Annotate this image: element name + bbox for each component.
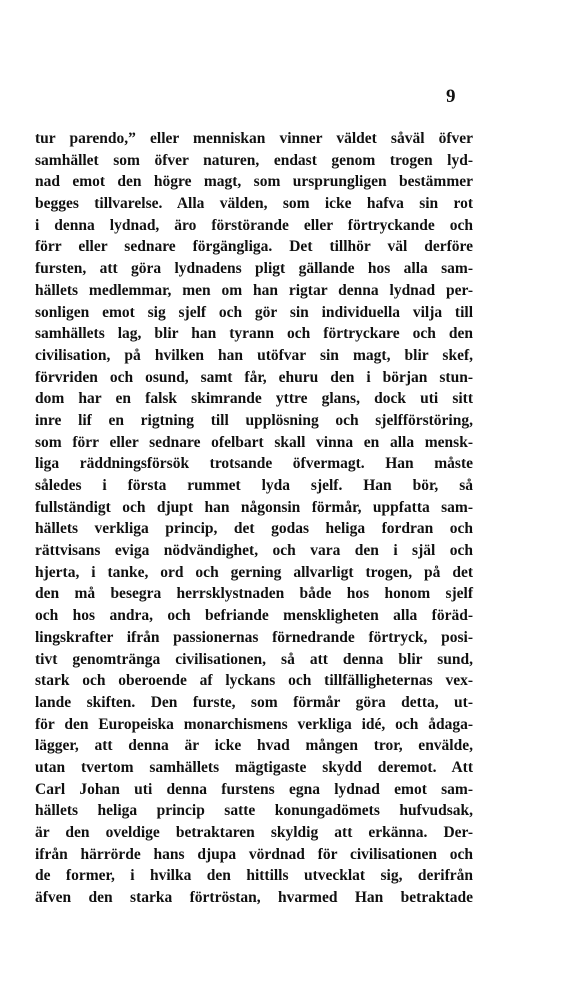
text-line: tur parendo,” eller menniskan vinner väldet såväl öfver xyxy=(35,130,473,147)
text-line: fullständigt och djupt han någonsin förmår, uppfatta sam- xyxy=(35,498,473,516)
text-line: tivt genomtränga civilisationen, så att denna blir sund, xyxy=(35,650,473,668)
text-line: således i första rummet lyda sjelf. Han bör, så xyxy=(35,477,473,494)
text-line: förvriden och osund, samt får, ehuru den i början stun- xyxy=(35,368,473,386)
text-line: lägger, att denna är icke hvad mången tror, envälde, xyxy=(35,737,473,755)
text-line: samhället som öfver naturen, endast genom trogen lyd- xyxy=(35,151,473,169)
text-line: dom har en falsk skimrande yttre glans, dock uti sitt xyxy=(35,390,473,408)
page-number: 9 xyxy=(446,86,456,107)
body-text xyxy=(35,128,473,909)
text-line: i denna lydnad, äro förstörande eller förtryckande och xyxy=(35,216,473,234)
text-line: fursten, att göra lydnadens pligt gällande hos alla sam- xyxy=(35,260,473,278)
text-line: Carl Johan uti denna furstens egna lydnad emot sam- xyxy=(35,780,473,798)
text-line: som förr eller sednare ofelbart skall vinna en alla mensk- xyxy=(35,433,473,451)
text-line: civilisation, på hvilken han utöfvar sin magt, blir skef, xyxy=(35,346,473,364)
text-line: ifrån härrörde hans djupa vördnad för civilisationen och xyxy=(35,845,473,863)
text-line: äfven den starka förtröstan, hvarmed Han betraktade xyxy=(35,889,473,907)
text-line: utan tvertom samhällets mägtigaste skydd deremot. Att xyxy=(35,758,473,776)
text-line: hjerta, i tanke, ord och gerning allvarligt trogen, på det xyxy=(35,563,473,581)
text-line: den må besegra herrsklystnaden både hos honom sjelf xyxy=(35,585,473,603)
text-line: är den oveldige betraktaren skyldig att erkänna. Der- xyxy=(35,824,473,841)
text-line: lingskrafter ifrån passionernas förnedrande förtryck, posi- xyxy=(35,628,473,646)
text-line: liga räddningsförsök trotsande öfvermagt. Han måste xyxy=(35,455,473,473)
text-line: sonligen emot sig sjelf och gör sin individuella vilja till xyxy=(35,303,473,321)
text-line: hällets verkliga princip, det godas heliga fordran och xyxy=(35,520,473,538)
text-line: och hos andra, och befriande menskligheten alla föräd- xyxy=(35,607,473,625)
text-line: de former, i hvilka den hittills utvecklat sig, derifrån xyxy=(35,867,473,885)
text-line: samhällets lag, blir han tyrann och förtryckare och den xyxy=(35,325,473,343)
text-line: nad emot den högre magt, som ursprungligen bestämmer xyxy=(35,173,473,191)
text-line: begges tillvarelse. Alla välden, som icke hafva sin rot xyxy=(35,195,473,213)
text-line: hällets medlemmar, men om han rigtar denna lydnad per- xyxy=(35,281,473,299)
text-line: hällets heliga princip satte konungadömets hufvudsak, xyxy=(35,802,473,820)
text-line: förr eller sednare förgängliga. Det tillhör väl derföre xyxy=(35,238,473,256)
text-line: inre lif en rigtning till upplösning och sjelfförstöring, xyxy=(35,411,473,429)
text-line: stark och oberoende af lyckans och tillfälligheternas vex- xyxy=(35,672,473,690)
text-line: för den Europeiska monarchismens verkliga idé, och ådaga- xyxy=(35,715,473,733)
text-line: lande skiften. Den furste, som förmår göra detta, ut- xyxy=(35,693,473,711)
text-line: rättvisans eviga nödvändighet, och vara den i själ och xyxy=(35,542,473,560)
